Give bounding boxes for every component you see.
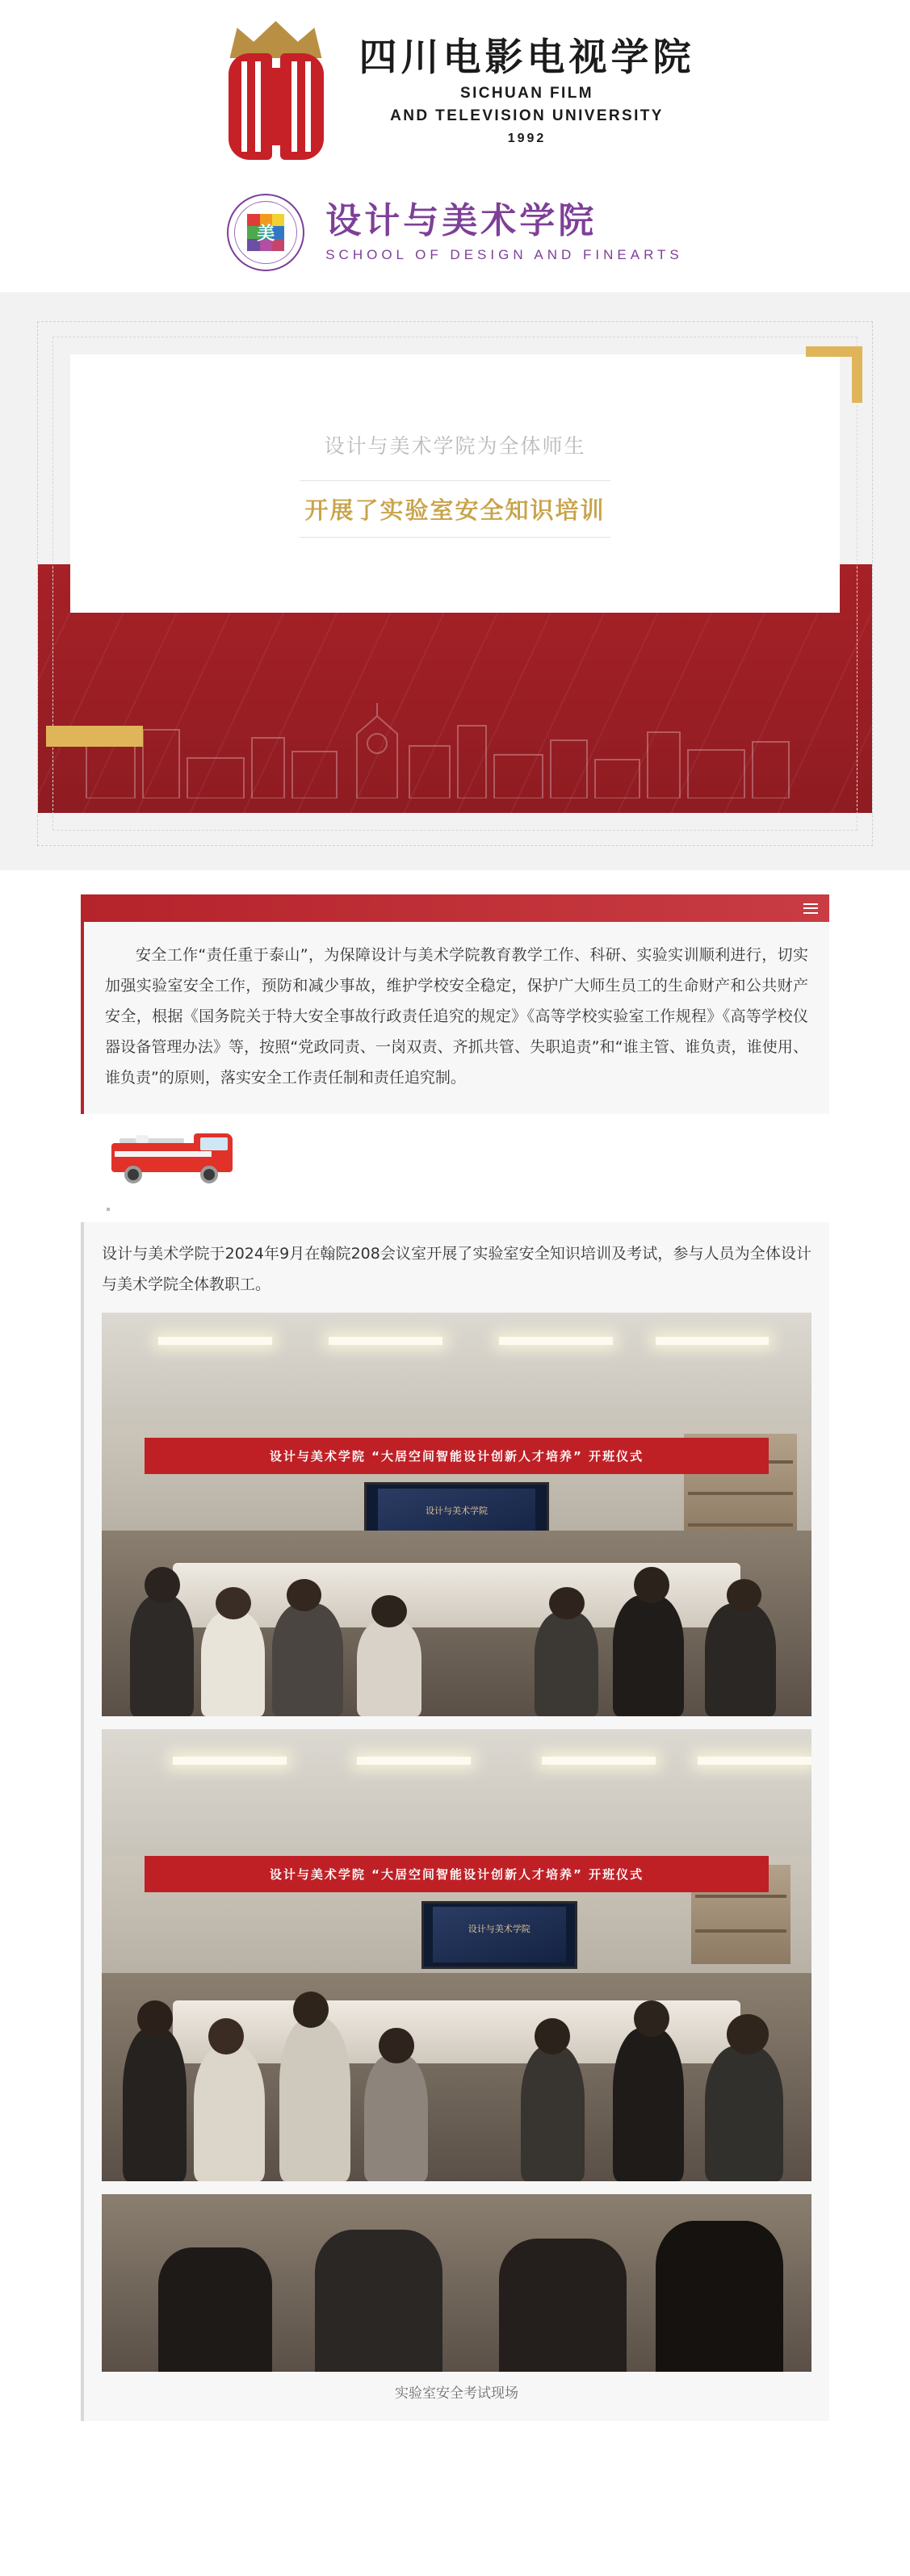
fire-truck-icon [111, 1129, 233, 1187]
hamburger-icon[interactable] [803, 903, 818, 914]
university-crest-icon [216, 15, 337, 168]
university-name-en-line2: AND TELEVISION UNIVERSITY [390, 107, 664, 125]
photo2-banner-text: 设计与美术学院 “大居空间智能设计创新人才培养” 开班仪式 [145, 1856, 770, 1892]
school-names [325, 199, 683, 263]
banner-gold-corner [806, 346, 862, 403]
photo-training-room-2: 设计与美术学院 “大居空间智能设计创新人才培养” 开班仪式 设计与美术学院 [102, 1729, 811, 2181]
article-topbar [84, 894, 829, 922]
school-name-en: SCHOOL OF DESIGN AND FINEARTS [325, 247, 683, 263]
decorative-dot [107, 1208, 110, 1211]
university-name-cn: 四川电影电视学院 [359, 35, 695, 80]
banner [37, 321, 873, 846]
banner-section [0, 292, 910, 870]
school-name-cn: 设计与美术学院 [325, 199, 598, 241]
university-name-en-line1: SICHUAN FILM [460, 85, 593, 103]
photo1-banner-text: 设计与美术学院 “大居空间智能设计创新人才培养” 开班仪式 [145, 1438, 770, 1474]
article-body [84, 922, 829, 1114]
photo-intro-text: 设计与美术学院于2024年9月在翰院208会议室开展了实验室安全知识培训及考试，参与人员为全体设计与美术学院全体教职工。 [102, 1245, 811, 1293]
article-paragraph: 安全工作“责任重于泰山”，为保障设计与美术学院教育教学工作、科研、实验实训顺利进行，切实加强实验室安全工作，预防和减少事故，维护学校安全稳定，保护广大师生员工的生命财产和公共财产安全，根据《国务院关于特大安全事故行政责任追究的规定》《高等学校实验室工作规程》《高等学校仪器设备管理办法》等，按照“党政同责、一岗双责、齐抓共管、失职追责”和“谁主管、谁负责，谁使用、谁负责”的原则，落实安全工作责任制和责任追究制。 [105, 946, 808, 1087]
banner-gold-bar [46, 726, 143, 747]
school-header [0, 176, 910, 292]
university-names [359, 36, 695, 146]
school-seal-icon [227, 194, 304, 271]
photo-caption: 实验室安全考试现场 [395, 2385, 518, 2402]
photo-training-room-1: 设计与美术学院 “大居空间智能设计创新人才培养” 开班仪式 设计与美术学院 [102, 1313, 811, 1716]
photo-exam-scene [102, 2194, 811, 2372]
seal-color-grid [247, 214, 284, 251]
banner-title-card [70, 354, 840, 613]
university-header [0, 0, 910, 176]
photo-card [81, 1222, 829, 2421]
article-card [81, 894, 829, 1114]
seal-glyph: 美 [257, 224, 275, 245]
article-section [0, 870, 910, 2421]
university-founding-year: 1992 [507, 132, 547, 146]
banner-title: 开展了实验室安全知识培训 [300, 480, 610, 538]
banner-subtitle: 设计与美术学院为全体师生 [324, 434, 586, 458]
